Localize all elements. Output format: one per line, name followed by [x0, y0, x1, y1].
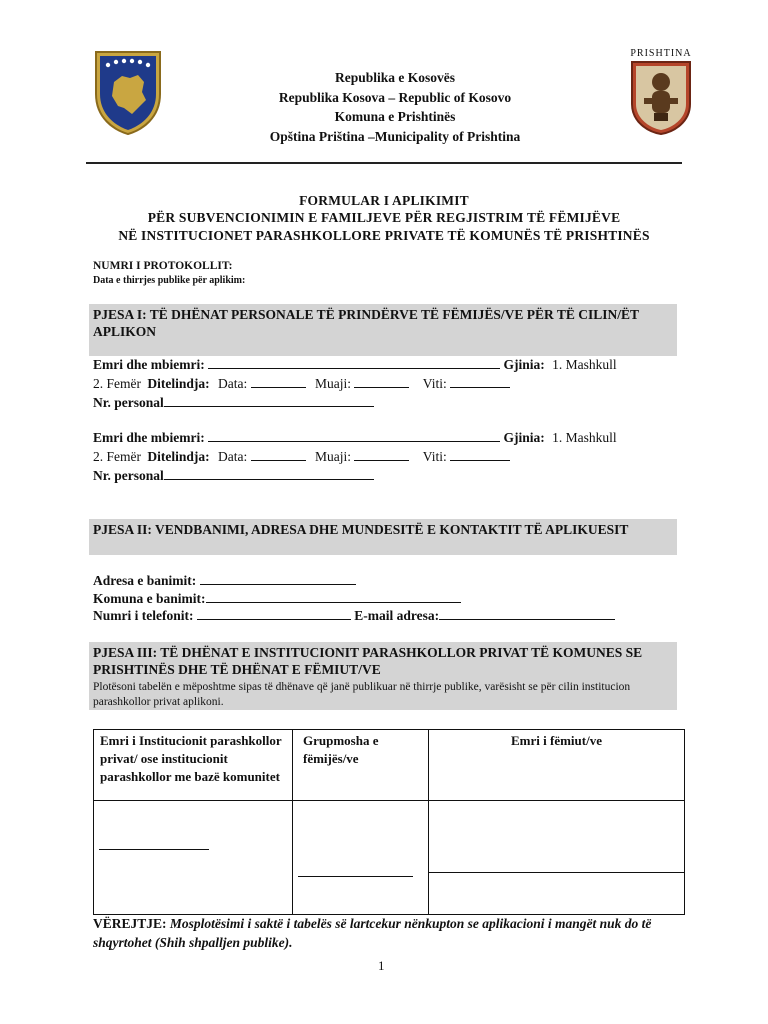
contact-row — [93, 607, 615, 624]
prishtina-emblem — [630, 60, 692, 136]
section-1-header — [89, 304, 677, 356]
year-label: Viti: — [422, 376, 447, 391]
parent-2-name-field[interactable] — [208, 429, 500, 442]
section-2-header — [89, 519, 677, 555]
dob-label: Ditelindja: — [147, 449, 210, 464]
parent-2-dob-row — [93, 448, 510, 465]
institution-table — [93, 729, 685, 915]
section-1-title: PJESA I: TË DHËNAT PERSONALE TË PRINDËRVE TË FËMIJËS/VE PËR TË CILIN/ËT APLIKON — [93, 307, 639, 339]
gender-male-option[interactable]: 1. Mashkull — [552, 430, 617, 445]
dob-label: Ditelindja: — [147, 376, 210, 391]
name-label: Emri dhe mbiemri: — [93, 430, 205, 445]
section-3-title: PJESA III: TË DHËNAT E INSTITUCIONIT PARASHKOLLOR PRIVAT TË KOMUNES SE PRISHTINËS DHE TË DHËNAT E FËMIUT/VE — [93, 645, 643, 677]
parent-1-personal-field[interactable] — [164, 394, 374, 407]
note-text: Mosplotësimi i saktë i tabelës së lartcekur nënkupton se aplikacioni i mangët nuk do të shqyrtohet (Shih shpalljen publike). — [93, 916, 652, 950]
gender-female-option[interactable]: 2. Femër — [93, 449, 141, 464]
day-label: Data: — [218, 449, 248, 464]
year-label: Viti: — [422, 449, 447, 464]
parent-1-day-field[interactable] — [251, 375, 306, 388]
parent-2-year-field[interactable] — [450, 448, 510, 461]
page-number: 1 — [378, 958, 385, 973]
form-title: FORMULAR I APLIKIMIT — [299, 193, 469, 208]
header-line-2: Republika Kosova – Republic of Kosovo — [278, 89, 512, 105]
parent-1-dob-row — [93, 375, 510, 392]
municipality-row — [93, 590, 461, 607]
name-label: Emri dhe mbiemri: — [93, 357, 205, 372]
personal-number-label: Nr. personal — [93, 395, 164, 410]
table-header-age-group: Grupmosha e fëmijës/ve — [293, 730, 429, 801]
day-label: Data: — [218, 376, 248, 391]
header-block — [230, 68, 560, 146]
month-label: Muaji: — [315, 376, 351, 391]
parent-2-name-row — [93, 429, 617, 446]
gender-female-option[interactable]: 2. Femër — [93, 376, 141, 391]
section-2-title: PJESA II: VENDBANIMI, ADRESA DHE MUNDESITË E KONTAKTIT TË APLIKUESIT — [93, 522, 629, 537]
address-field[interactable] — [200, 572, 356, 585]
note-block — [93, 914, 677, 952]
parent-2-personal-row — [93, 467, 374, 484]
parent-1-month-field[interactable] — [354, 375, 409, 388]
child-name-cell-2[interactable] — [429, 873, 685, 915]
municipality-field[interactable] — [206, 590, 461, 603]
age-group-cell[interactable] — [293, 801, 429, 915]
table-header-child-name: Emri i fëmiut/ve — [429, 730, 685, 801]
phone-label: Numri i telefonit: — [93, 608, 194, 623]
header-divider — [86, 162, 682, 164]
header-line-1: Republika e Kosovës — [334, 70, 456, 85]
municipality-label: Komuna e banimit: — [93, 591, 206, 606]
institution-line — [99, 849, 209, 850]
parent-1-year-field[interactable] — [450, 375, 510, 388]
section-3-header — [89, 642, 677, 710]
header-line-4: Opština Priština –Municipality of Prishtina — [269, 128, 521, 144]
form-subtitle-2: NË INSTITUCIONET PARASHKOLLORE PRIVATE TË KOMUNËS TË PRISHTINËS — [118, 228, 650, 243]
phone-field[interactable] — [197, 607, 351, 620]
month-label: Muaji: — [315, 449, 351, 464]
personal-number-label: Nr. personal — [93, 468, 164, 483]
institution-cell[interactable] — [94, 801, 293, 915]
header-line-3: Komuna e Prishtinës — [334, 109, 456, 124]
parent-1-personal-row — [93, 394, 374, 411]
email-field[interactable] — [439, 607, 615, 620]
parent-2-day-field[interactable] — [251, 448, 306, 461]
parent-2-month-field[interactable] — [354, 448, 409, 461]
gender-male-option[interactable]: 1. Mashkull — [552, 357, 617, 372]
address-label: Adresa e banimit: — [93, 573, 197, 588]
parent-2-personal-field[interactable] — [164, 467, 374, 480]
public-call-date-label: Data e thirrjes publike për aplikim: — [93, 275, 246, 286]
section-3-instruction: Plotësoni tabelën e mëposhtme sipas të dhënave që janë publikuar në thirrje publike, varësisht se për cilin institucion parashkollor privat aplikoni. — [93, 681, 631, 708]
table-header-institution: Emri i Institucionit parashkollor privat/ ose institucionit parashkollor me bazë komunitet — [94, 730, 293, 801]
child-name-cell-1[interactable] — [429, 801, 685, 873]
prishtina-logo-text: PRISHTINA — [630, 48, 692, 59]
form-subtitle-1: PËR SUBVENCIONIMIN E FAMILJEVE PËR REGJISTRIM TË FËMIJËVE — [147, 210, 621, 225]
protocol-label: NUMRI I PROTOKOLLIT: — [93, 260, 233, 272]
gender-label: Gjinia: — [503, 430, 545, 445]
address-row — [93, 572, 356, 589]
note-label: VËREJTJE: — [93, 916, 167, 931]
email-label: E-mail adresa: — [354, 608, 440, 623]
parent-1-name-row — [93, 356, 617, 373]
parent-1-name-field[interactable] — [208, 356, 500, 369]
age-group-line — [298, 876, 413, 877]
gender-label: Gjinia: — [503, 357, 545, 372]
kosovo-emblem — [92, 48, 164, 136]
